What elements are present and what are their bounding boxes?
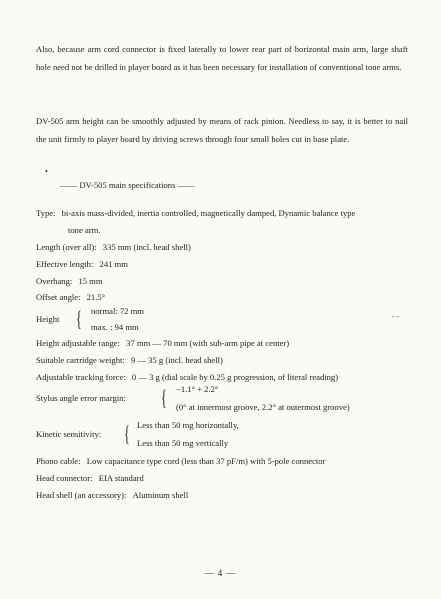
spec-head-shell xyxy=(36,490,188,500)
brace-symbol: { xyxy=(76,306,82,331)
spec-effective-length-value: 241 mm xyxy=(99,259,128,269)
spec-height-range-label: Height adjustable range: xyxy=(36,338,120,348)
spec-kinetic-horizontal: Less than 50 mg horizontally, xyxy=(137,420,239,430)
spec-tracking-force-value: 0 — 3 g (dial scale by 0.25 g progression, of literal reading) xyxy=(131,372,339,382)
spec-overhang-value: 15 mm xyxy=(78,276,103,286)
page-number: — 4 — xyxy=(204,568,237,578)
spec-type-value: bi-axis mass-divided, inertia controlled, magnetically damped, Dynamic balance type xyxy=(61,208,356,218)
brace-symbol: { xyxy=(124,421,130,446)
spec-kinetic-label: Kinetic sensitivity: xyxy=(36,429,102,439)
spec-height-label: Height xyxy=(36,314,60,324)
paragraph-arm-cord-connector: Also, because arm cord connector is fixed laterally to lower rear part of horizontal main arm, large shaft hole need not be drilled in player board as it has been necessary for installation of conventional tone arms. xyxy=(36,44,408,72)
spec-length-label: Length (over all): xyxy=(36,242,97,252)
spec-height-normal: normal: 72 mm xyxy=(91,306,144,316)
spec-cartridge-weight xyxy=(36,355,223,365)
spec-overhang xyxy=(36,276,103,286)
spec-cartridge-weight-label: Suitable cartridge weight: xyxy=(36,355,125,365)
spec-kinetic-sensitivity xyxy=(36,420,296,448)
spec-cartridge-weight-value: 9 — 35 g (incl. head shell) xyxy=(130,355,223,365)
spec-overhang-label: Overhang: xyxy=(36,276,73,286)
spec-type xyxy=(36,208,355,218)
spec-phono-cable-label: Phono cable: xyxy=(36,456,81,466)
spec-head-connector-label: Head connector: xyxy=(36,473,93,483)
spec-height-max: max. : 94 mm xyxy=(91,322,139,332)
spec-head-connector-value: EIA standard xyxy=(98,473,144,483)
spec-stylus-range: −1.1° + 2.2° xyxy=(176,384,219,394)
spec-length xyxy=(36,242,191,252)
spec-type-value-continued: tone arm. xyxy=(68,225,101,235)
spec-height xyxy=(36,306,236,334)
spec-stylus-angle xyxy=(36,384,408,412)
spec-length-value: 335 mm (incl. head shell) xyxy=(102,242,191,252)
spec-tracking-force xyxy=(36,372,338,382)
bullet-mark: • xyxy=(45,167,48,176)
spec-effective-length xyxy=(36,259,128,269)
spec-stylus-note: (0° at innermost groove, 2.2° at outermost groove) xyxy=(176,402,350,412)
spec-type-label: Type: xyxy=(36,208,56,218)
paragraph-arm-height: DV-505 arm height can be smoothly adjusted by means of rack pinion. Needless to say, it is better to nail the unit firmly to player board by driving screws through four small holes cut in base plate. xyxy=(36,116,408,144)
spec-offset-angle-label: Offset angle: xyxy=(36,292,81,302)
spec-stylus-label: Stylus angle error margin: xyxy=(36,393,126,403)
spec-tracking-force-label: Adjustable tracking force: xyxy=(36,372,126,382)
spec-height-range-value: 37 mm — 70 mm (with sub-arm pipe at center) xyxy=(126,338,290,348)
spec-phono-cable-value: Low capacitance type cord (less than 37 pF/m) with 5-pole connector xyxy=(86,456,326,466)
spec-head-connector xyxy=(36,473,144,483)
scan-mark: - - xyxy=(391,312,399,321)
spec-height-adjustable-range xyxy=(36,338,289,348)
spec-head-shell-value: Aluminum shell xyxy=(132,490,189,500)
spec-phono-cable xyxy=(36,456,325,466)
spec-offset-angle-value: 21.5° xyxy=(86,292,106,302)
brace-symbol: { xyxy=(161,385,167,410)
spec-kinetic-vertical: Less than 50 mg vertically xyxy=(137,438,229,448)
spec-offset-angle xyxy=(36,292,105,302)
spec-effective-length-label: Effective length: xyxy=(36,259,94,269)
specifications-heading: —— DV-505 main specifications —— xyxy=(60,180,195,190)
spec-head-shell-label: Head shell (an accessory): xyxy=(36,490,127,500)
